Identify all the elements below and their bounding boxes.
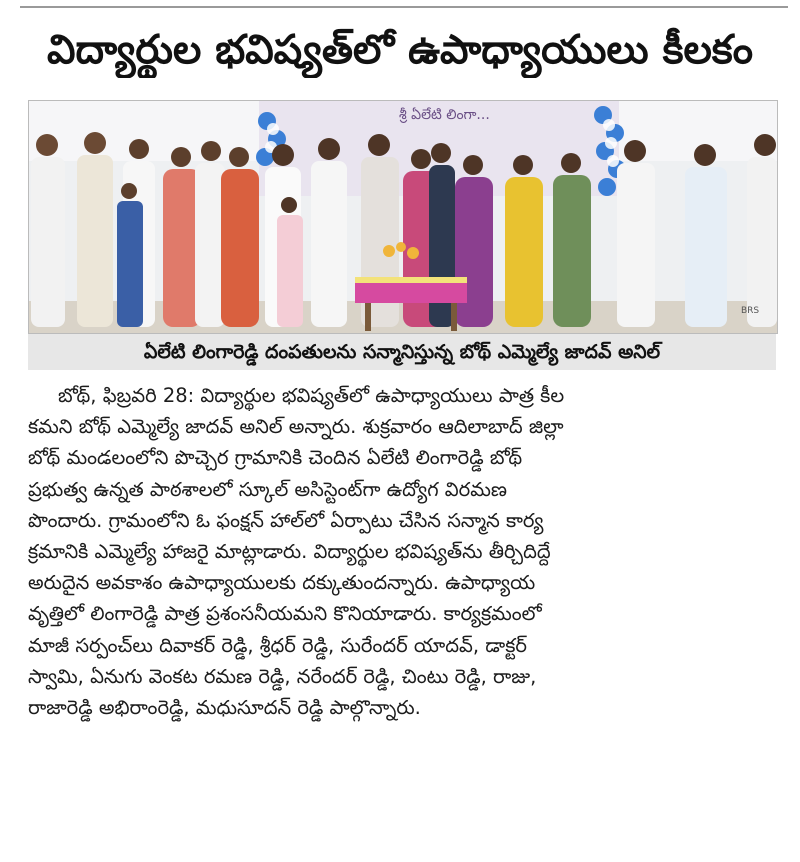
article-body xyxy=(28,380,778,723)
article-line: బోథ్‌, ఫిబ్రవరి 28: విద్యార్థుల భవిష్యత్‌లో ఉపాధ్యాయులు పాత్ర కీల xyxy=(58,384,565,407)
article-line: పొందారు. గ్రామంలోని ఓ ఫంక్షన్‌ హాల్‌లో ఏర్పాటు చేసిన సన్మాన కార్య xyxy=(28,508,544,532)
article-line: స్వామి, ఏనుగు వెంకట రమణ రెడ్డి, నరేందర్‌ రెడ్డి, చింటు రెడ్డి, రాజు, xyxy=(28,664,537,688)
article-line: వృత్తిలో లింగారెడ్డి పాత్ర ప్రశంసనీయమని కొనియాడారు. కార్యక్రమంలో xyxy=(28,602,542,626)
article-line: కమని బోథ్‌ ఎమ్మెల్యే జాదవ్‌ అనిల్‌ అన్నారు. శుక్రవారం ఆదిలాబాద్‌ జిల్లా xyxy=(28,415,564,439)
photo-caption: ఏలేటి లింగారెడ్డి దంపతులను సన్మానిస్తున్న బోథ్‌ ఎమ్మెల్యే జాదవ్‌ అనిల్‌ xyxy=(28,334,776,370)
news-photo xyxy=(28,100,778,334)
article-line: అరుదైన అవకాశం ఉపాధ్యాయులకు దక్కుతుందన్నారు. ఉపాధ్యాయ xyxy=(28,571,536,595)
article-line: ప్రభుత్వ ఉన్నత పాఠశాలలో స్కూల్‌ అసిస్టెంట్‌గా ఉద్యోగ విరమణ xyxy=(28,477,507,501)
photo-credit: BRS xyxy=(741,306,760,316)
headline: విద్యార్థుల భవిష్యత్‌లో ఉపాధ్యాయులు కీలకం xyxy=(47,27,753,73)
article-line: రాజారెడ్డి అభిరాంరెడ్డి, మధుసూదన్‌ రెడ్డి పాల్గొన్నారు. xyxy=(28,695,421,719)
article-line: మాజీ సర్పంచ్‌లు దివాకర్‌ రెడ్డి, శ్రీధర్‌ రెడ్డి, సురేందర్‌ యాదవ్‌, డాక్టర్‌ xyxy=(28,633,527,657)
article-line: బోథ్‌ మండలంలోని పొచ్చెర గ్రామానికి చెందిన ఏలేటి లింగారెడ్డి బోథ్‌ xyxy=(28,446,523,470)
top-rule xyxy=(20,6,788,8)
banner-text: శ్రీ ఏలేటి లింగా... xyxy=(399,107,490,123)
article-line: క్రమానికి ఎమ్మెల్యే హాజరై మాట్లాడారు. విద్యార్థుల భవిష్యత్‌ను తీర్చిదిద్దే xyxy=(28,539,551,563)
